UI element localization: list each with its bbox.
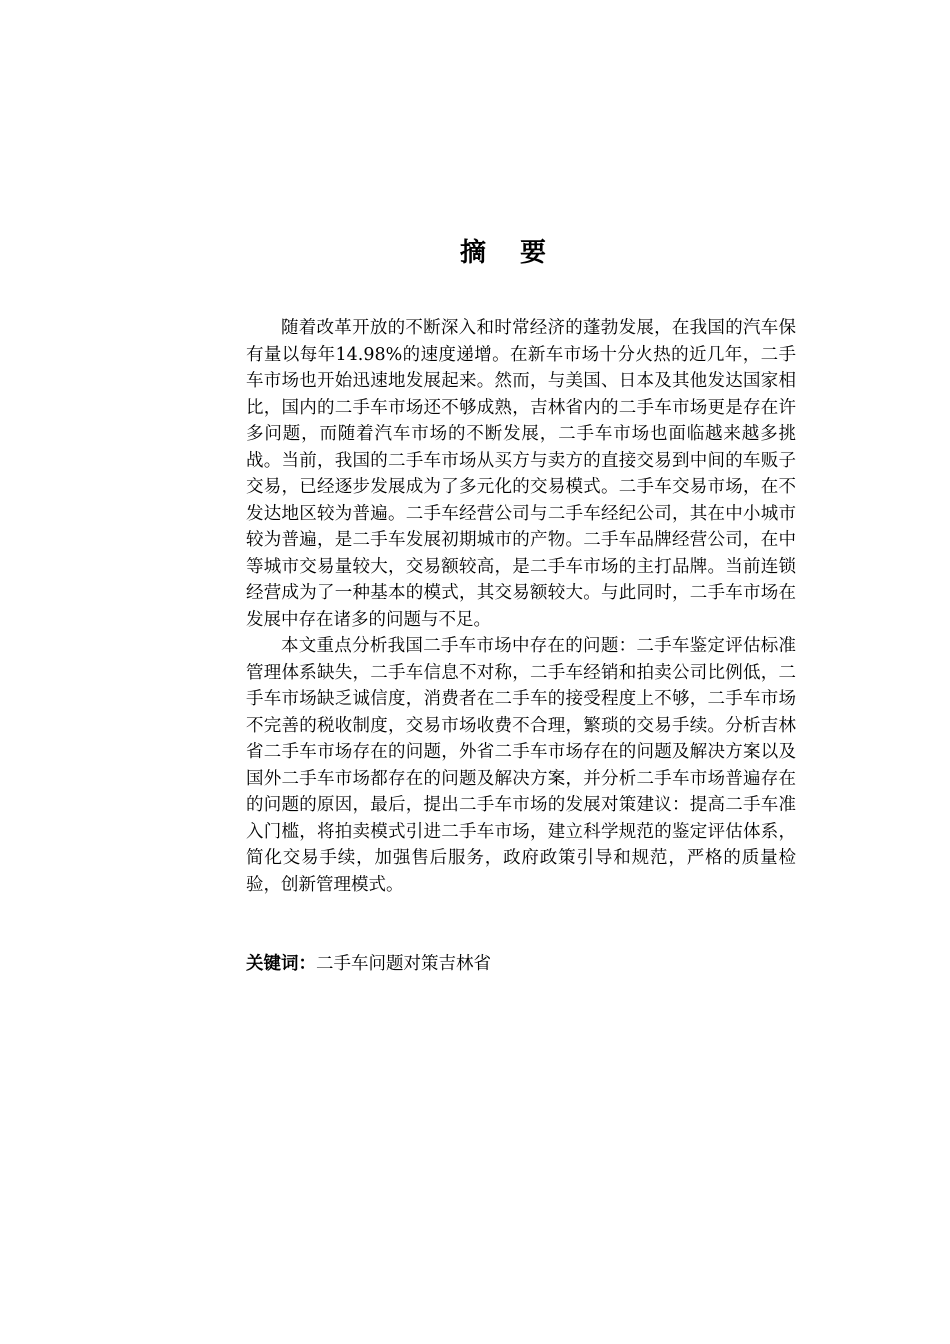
keywords-value: 二手车问题对策吉林省	[316, 954, 491, 974]
abstract-paragraph-2: 本文重点分析我国二手车市场中存在的问题：二手车鉴定评估标准管理体系缺失，二手车信息不对称，二手车经销和拍卖公司比例低，二手车市场缺乏诚信度，消费者在二手车的接受程度上不够，二手车市场不完善的税收制度，交易市场收费不合理，繁琐的交易手续。分析吉林省二手车市场存在的问题，外省二手车市场存在的问题及解决方案以及国外二手车市场都存在的问题及解决方案，并分析二手车市场普遍存在的问题的原因，最后，提出二手车市场的发展对策建议：提高二手车准入门槛，将拍卖模式引进二手车市场，建立科学规范的鉴定评估体系，简化交易手续，加强售后服务，政府政策引导和规范，严格的质量检验，创新管理模式。	[246, 636, 796, 895]
abstract-title: 摘要	[459, 238, 580, 268]
abstract-paragraph-1: 随着改革开放的不断深入和时常经济的蓬勃发展，在我国的汽车保有量以每年14.98%的速度递增。在新车市场十分火热的近几年，二手车市场也开始迅速地发展起来。然而，与美国、日本及其他发达国家相比，国内的二手车市场还不够成熟，吉林省内的二手车市场更是存在许多问题，而随着汽车市场的不断发展，二手车市场也面临越来越多挑战。当前，我国的二手车市场从买方与卖方的直接交易到中间的车贩子交易，已经逐步发展成为了多元化的交易模式。二手车交易市场，在不发达地区较为普遍。二手车经营公司与二手车经纪公司，其在中小城市较为普遍，是二手车发展初期城市的产物。二手车品牌经营公司，在中等城市交易量较大，交易额较高，是二手车市场的主打品牌。当前连锁经营成为了一种基本的模式，其交易额较大。与此同时，二手车市场在发展中存在诸多的问题与不足。	[246, 318, 796, 630]
keywords-label: 关键词：	[246, 954, 316, 974]
abstract-body	[246, 315, 796, 898]
keywords-line	[246, 951, 796, 978]
